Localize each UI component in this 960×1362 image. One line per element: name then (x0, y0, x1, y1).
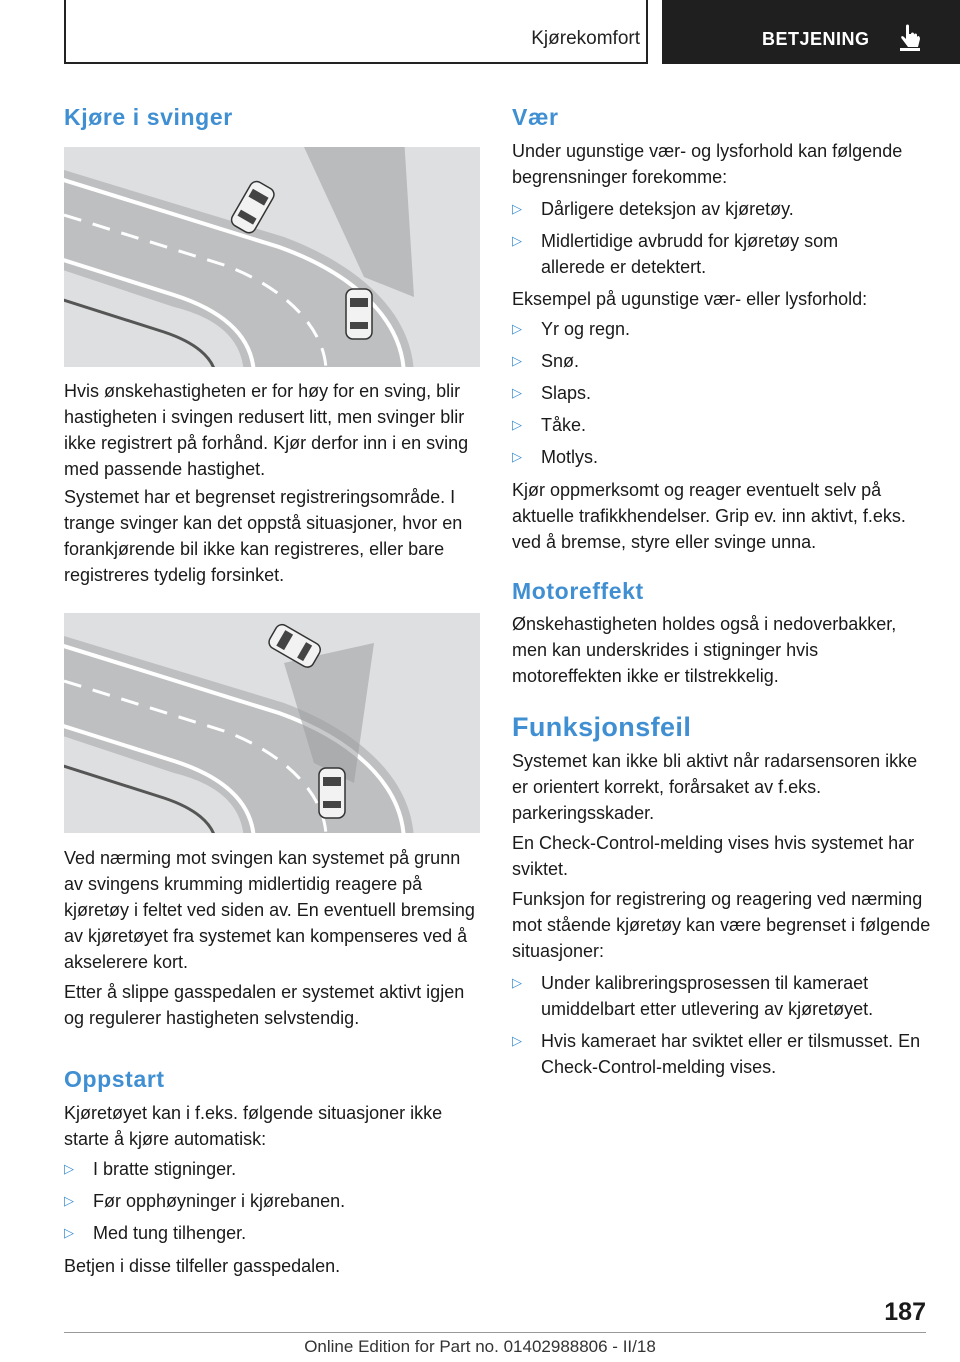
triangle-bullet-icon: ▷ (512, 353, 522, 368)
heading-fault: Funksjonsfeil (512, 712, 692, 742)
triangle-bullet-icon: ▷ (512, 321, 522, 336)
triangle-bullet-icon: ▷ (512, 449, 522, 464)
triangle-bullet-icon: ▷ (64, 1161, 74, 1176)
paragraph-curves-1: Hvis ønskehastigheten er for høy for en sving, blir hastigheten i svingen redusert litt, men svinger blir ikke registrert på forhånd. Kjør derfor inn i en sving med passende hastighet. (64, 381, 469, 479)
heading-start: Oppstart (64, 1066, 165, 1092)
triangle-bullet-icon: ▷ (64, 1225, 74, 1240)
triangle-bullet-icon: ▷ (512, 385, 522, 400)
paragraph-fault-1: Systemet kan ikke bli aktivt når radarsensoren ikke er orientert korrekt, forårsaket av f.eks. parkeringsskader. (512, 751, 918, 823)
heading-weather: Vær (512, 104, 559, 130)
paragraph-weather: Under ugunstige vær- og lysforhold kan følgende begrensninger forekomme: (512, 141, 903, 187)
paragraph-start-end: Betjen i disse tilfeller gasspedalen. (64, 1256, 341, 1276)
triangle-bullet-icon: ▷ (512, 417, 522, 432)
header-chapter-label: BETJENING (762, 29, 870, 49)
figure-curve-2 (64, 613, 480, 833)
header-chapter-tab[interactable] (662, 0, 960, 64)
triangle-bullet-icon: ▷ (512, 975, 522, 990)
paragraph-start: Kjøretøyet kan i f.eks. følgende situasjoner ikke starte å kjøre automatisk: (64, 1103, 443, 1149)
figure-curve-1 (64, 147, 480, 367)
paragraph-fault-3: Funksjon for registrering og reagering ved nærming mot stående kjøretøy kan være begrenset i følgende situasjoner: (512, 889, 931, 961)
page-number: 187 (884, 1298, 926, 1326)
triangle-bullet-icon: ▷ (512, 233, 522, 248)
footer-edition: Online Edition for Part no. 01402988806 - II/18 (304, 1337, 656, 1356)
paragraph-weather-end: Kjør oppmerksomt og reager eventuelt selv på aktuelle trafikkhendelser. Grip ev. inn aktivt, f.eks. ved å bremse, styre eller svinge unna. (512, 480, 906, 552)
heading-curves: Kjøre i svinger (64, 104, 233, 130)
header-section-title: Kjørekomfort (531, 28, 640, 49)
footer-divider (64, 1332, 926, 1333)
pointing-hand-icon (898, 24, 924, 57)
paragraph-fault-2: En Check-Control-melding vises hvis systemet har sviktet. (512, 833, 915, 879)
triangle-bullet-icon: ▷ (512, 201, 522, 216)
paragraph-approach-2: Etter å slippe gasspedalen er systemet aktivt igjen og regulerer hastigheten selvstendig. (64, 982, 465, 1028)
triangle-bullet-icon: ▷ (64, 1193, 74, 1208)
triangle-bullet-icon: ▷ (512, 1033, 522, 1048)
paragraph-approach-1: Ved nærming mot svingen kan systemet på grunn av svingens krumming midlertidig reagere på kjøretøy i feltet ved siden av. En eventuell bremsing av kjøretøyet fra systemet kan kompenseres ved å akselerere kort. (64, 848, 475, 972)
heading-motor: Motoreffekt (512, 578, 644, 604)
paragraph-weather-example: Eksempel på ugunstige vær- eller lysforhold: (512, 289, 868, 309)
paragraph-curves-2: Systemet har et begrenset registreringsområde. I trange svinger kan det oppstå situasjoner, hvor en forankjørende bil ikke kan registreres, eller bare registreres tydelig forsinket. (64, 487, 463, 585)
paragraph-motor: Ønskehastigheten holdes også i nedoverbakker, men kan underskrides i stigninger hvis motoreffekten ikke er tilstrekkelig. (512, 614, 897, 686)
